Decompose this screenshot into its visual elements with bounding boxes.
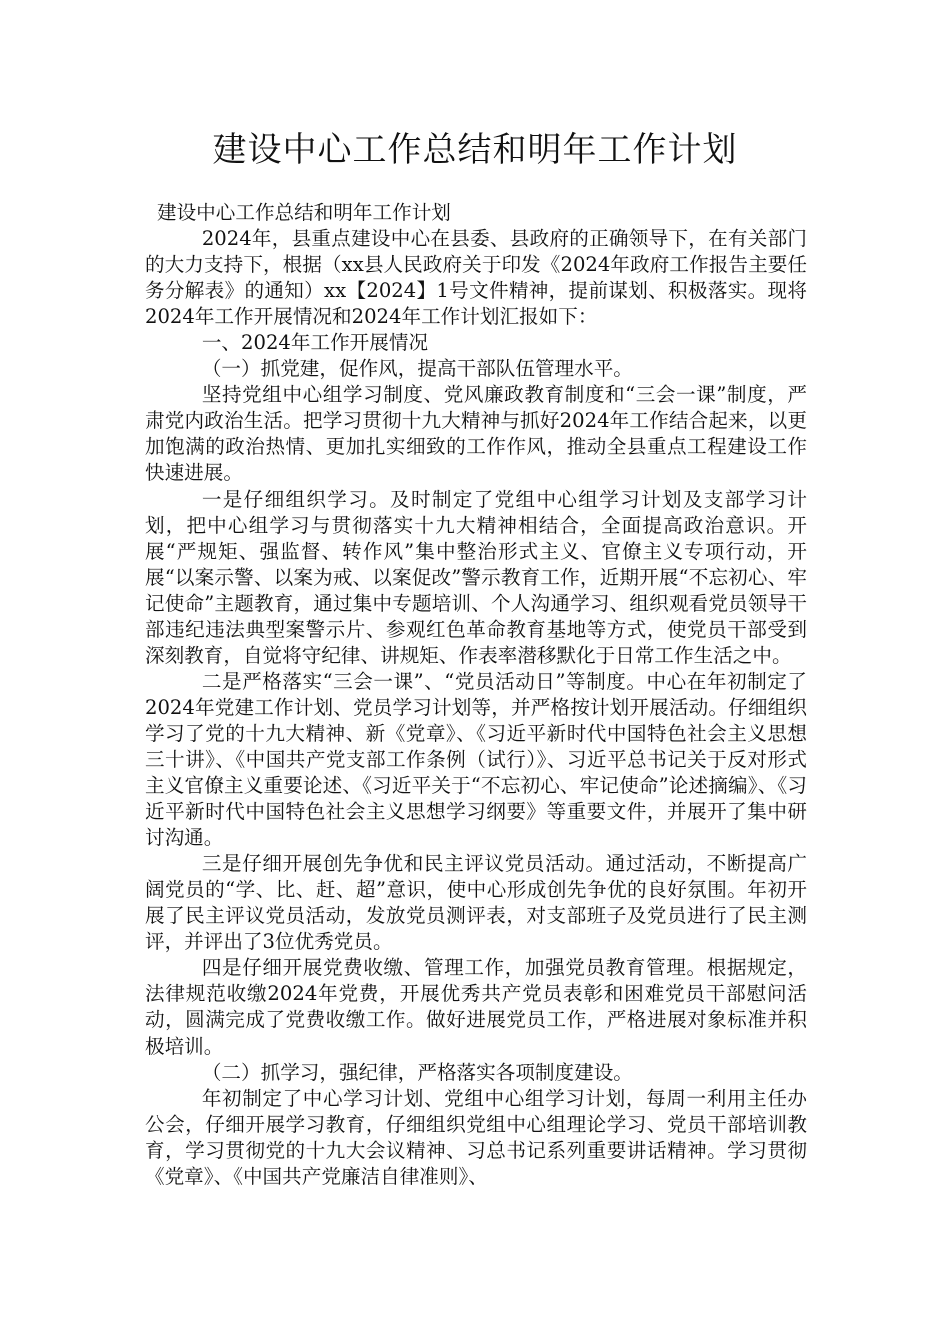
paragraph: 坚持党组中心组学习制度、党风廉政教育制度和“三会一课”制度，严肃党内政治生活。把学习贯彻十九大精神与抓好2024年工作结合起来，以更加饱满的政治热情、更加扎实细致的工作作风，推动全县重点工程建设工作快速进展。 (145, 383, 807, 485)
section-heading: 一、2024年工作开展情况 (201, 331, 429, 355)
paragraph: 一是仔细组织学习。及时制定了党组中心组学习计划及支部学习计划，把中心组学习与贯彻落实十九大精神相结合，全面提高政治意识。开展“严规矩、强监督、转作风”集中整治形式主义、官僚主义专项行动，开展“以案示警、以案为戒、以案促改”警示教育工作，近期开展“不忘初心、牢记使命”主题教育，通过集中专题培训、个人沟通学习、组织观看党员领导干部违纪违法典型案警示片、参观红色革命教育基地等方式，使党员干部受到深刻教育，自觉将守纪律、讲规矩、作表率潜移默化于日常工作生活之中。 (145, 487, 807, 667)
subsection-heading: （一）抓党建，促作风，提高干部队伍管理水平。 (201, 357, 633, 381)
paragraph: 四是仔细开展党费收缴、管理工作，加强党员教育管理。根据规定，法律规范收缴2024年党费，开展优秀共产党员表彰和困难党员干部慰问活动，圆满完成了党费收缴工作。做好进展党员工作，严格进展对象标准并积极培训。 (145, 956, 807, 1058)
paragraph: 二是严格落实“三会一课”、“党员活动日”等制度。中心在年初制定了2024年党建工作计划、党员学习计划等，并严格按计划开展活动。仔细组织学习了党的十九大精神、新《党章》、《习近平新时代中国特色社会主义思想三十讲》、《中国共产党支部工作条例（试行）》、习近平总书记关于反对形式主义官僚主义重要论述、《习近平关于“不忘初心、牢记使命”论述摘编》、《习近平新时代中国特色社会主义思想学习纲要》等重要文件，并展开了集中研讨沟通。 (145, 669, 807, 850)
paragraph-intro: 2024年，县重点建设中心在县委、县政府的正确领导下，在有关部门的大力支持下，根据（xx县人民政府关于印发《2024年政府工作报告主要任务分解表》的通知）xx【2024】1号文件精神，提前谋划、积极落实。现将2024年工作开展情况和2024年工作计划汇报如下： (145, 227, 807, 329)
subsection-heading: （二）抓学习，强纪律，严格落实各项制度建设。 (201, 1060, 633, 1084)
paragraph: 三是仔细开展创先争优和民主评议党员活动。通过活动，不断提高广阔党员的“学、比、赶、超”意识，使中心形成创先争优的良好氛围。年初开展了民主评议党员活动，发放党员测评表，对支部班子及党员进行了民主测评，并评出了3位优秀党员。 (145, 852, 807, 954)
page-title: 建设中心工作总结和明年工作计划 (212, 130, 738, 170)
paragraph: 年初制定了中心学习计划、党组中心组学习计划，每周一利用主任办公会，仔细开展学习教育，仔细组织党组中心组理论学习、党员干部培训教育，学习贯彻党的十九大会议精神、习总书记系列重要讲话精神。学习贯彻《党章》、《中国共产党廉洁自律准则》、 (145, 1086, 807, 1188)
document-body (145, 200, 807, 1190)
paragraph-lead: 建设中心工作总结和明年工作计划 (157, 201, 451, 224)
